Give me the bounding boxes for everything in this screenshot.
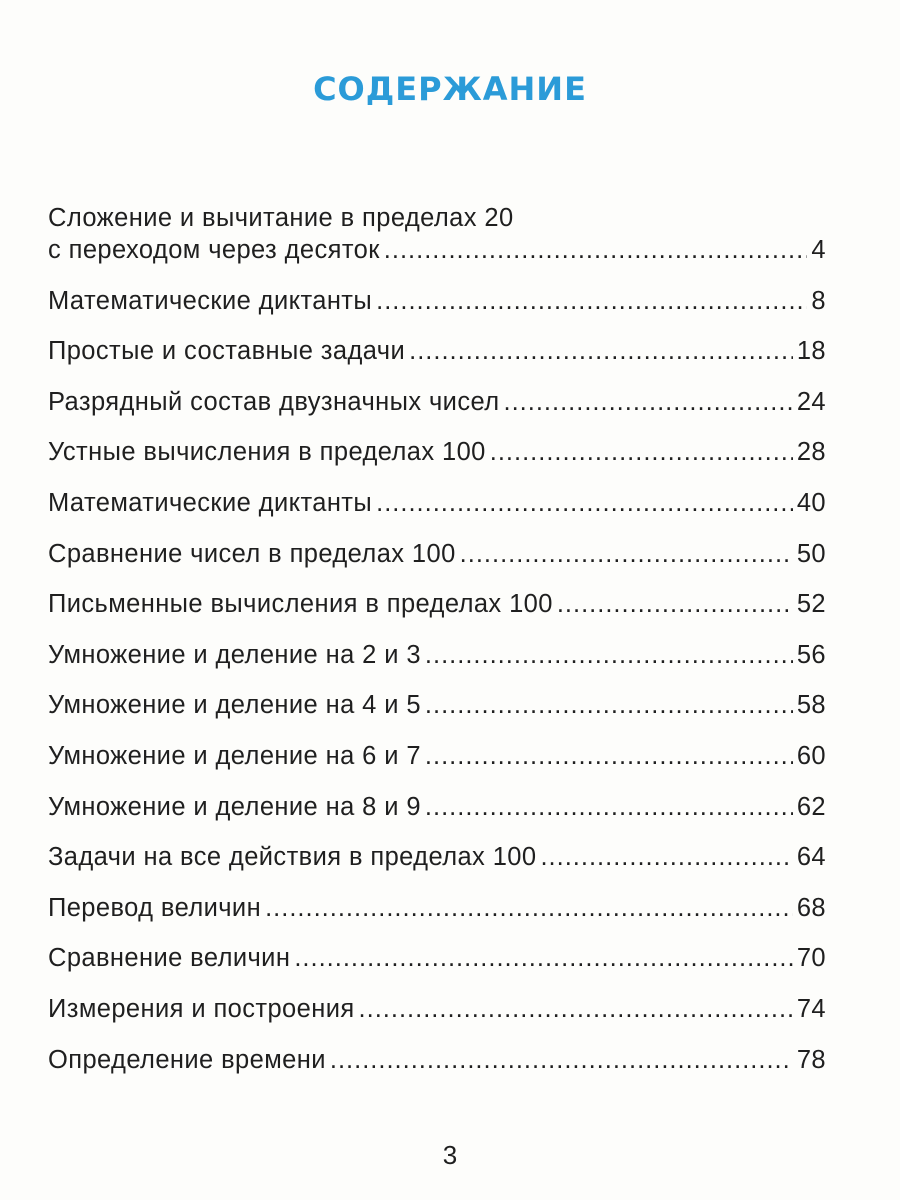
dot-leader <box>330 1042 793 1078</box>
toc-entry-page: 74 <box>796 994 826 1023</box>
toc-entry[interactable] <box>48 991 826 1042</box>
toc-entry-title: с переходом через десяток <box>48 236 380 264</box>
toc-entry-page: 58 <box>796 691 826 720</box>
dot-leader <box>503 384 792 420</box>
dot-leader <box>490 434 793 470</box>
dot-leader <box>460 536 793 572</box>
toc-entry-page: 60 <box>796 741 826 770</box>
toc-entry-page: 62 <box>796 792 826 821</box>
dot-leader <box>425 687 793 723</box>
toc-entry-title: Умножение и деление на 6 и 7 <box>48 741 421 770</box>
toc-entry-title: Измерения и построения <box>48 994 355 1023</box>
toc-entry-title: Умножение и деление на 8 и 9 <box>48 792 421 821</box>
toc-entry-title: Сравнение величин <box>48 944 291 973</box>
toc-entry-page: 24 <box>796 387 826 416</box>
toc-entry[interactable] <box>48 384 826 435</box>
toc-entry-title: Перевод величин <box>48 893 262 922</box>
dot-leader <box>557 586 793 622</box>
toc-entry[interactable] <box>48 536 826 587</box>
toc-entry[interactable] <box>48 1042 826 1093</box>
toc-entry-page: 28 <box>796 438 826 467</box>
toc-entry[interactable] <box>48 890 826 941</box>
page-title-wrap <box>0 70 900 108</box>
toc-entry-title: Определение времени <box>48 1045 326 1074</box>
dot-leader <box>425 738 793 774</box>
dot-leader <box>376 283 807 319</box>
toc-entry-page: 68 <box>796 893 826 922</box>
toc-entry-title: Умножение и деление на 2 и 3 <box>48 640 421 669</box>
toc-entry-title: Математические диктанты <box>48 488 373 517</box>
toc-entry[interactable] <box>48 200 826 283</box>
toc-entry[interactable] <box>48 738 826 789</box>
toc-entry-page: 18 <box>796 337 826 366</box>
toc-entry[interactable] <box>48 434 826 485</box>
dot-leader <box>384 232 808 268</box>
toc-entry-title-line1: Сложение и вычитание в пределах 20 <box>48 204 514 232</box>
toc-entry[interactable] <box>48 333 826 384</box>
toc-entry[interactable] <box>48 789 826 840</box>
dot-leader <box>359 991 793 1027</box>
toc-entry-title: Математические диктанты <box>48 286 373 315</box>
toc-entry-title: Простые и составные задачи <box>48 337 406 366</box>
dot-leader <box>425 637 793 673</box>
toc-entry-title: Разрядный состав двузначных чисел <box>48 387 500 416</box>
toc-entry-title: Сравнение чисел в пределах 100 <box>48 539 456 568</box>
toc-entry-page: 52 <box>796 590 826 619</box>
toc-entry-page: 8 <box>811 286 826 315</box>
toc-entry[interactable] <box>48 637 826 688</box>
toc-entry-title: Устные вычисления в пределах 100 <box>48 438 486 467</box>
dot-leader <box>265 890 793 926</box>
toc-entry[interactable] <box>48 283 826 334</box>
dot-leader <box>376 485 793 521</box>
page-title: СОДЕРЖАНИЕ <box>307 70 593 108</box>
toc-entry-title: Умножение и деление на 4 и 5 <box>48 691 421 720</box>
toc-entry-title: Задачи на все действия в пределах 100 <box>48 843 537 872</box>
dot-leader <box>409 333 793 369</box>
toc-entry-page: 50 <box>796 539 826 568</box>
toc-entry[interactable] <box>48 687 826 738</box>
dot-leader <box>294 940 793 976</box>
toc-entry-page: 56 <box>796 640 826 669</box>
toc-entry[interactable] <box>48 940 826 991</box>
toc-entry-title: Письменные вычисления в пределах 100 <box>48 590 553 619</box>
dot-leader <box>540 839 792 875</box>
toc-entry-page: 40 <box>796 488 826 517</box>
table-of-contents <box>48 200 826 1092</box>
toc-entry[interactable] <box>48 839 826 890</box>
toc-entry-page: 70 <box>796 944 826 973</box>
toc-entry[interactable] <box>48 586 826 637</box>
page-number: 3 <box>442 1140 458 1170</box>
dot-leader <box>425 789 793 825</box>
toc-entry-page: 4 <box>811 236 826 264</box>
toc-entry[interactable] <box>48 485 826 536</box>
toc-entry-page: 78 <box>796 1045 826 1074</box>
toc-entry-page: 64 <box>796 843 826 872</box>
